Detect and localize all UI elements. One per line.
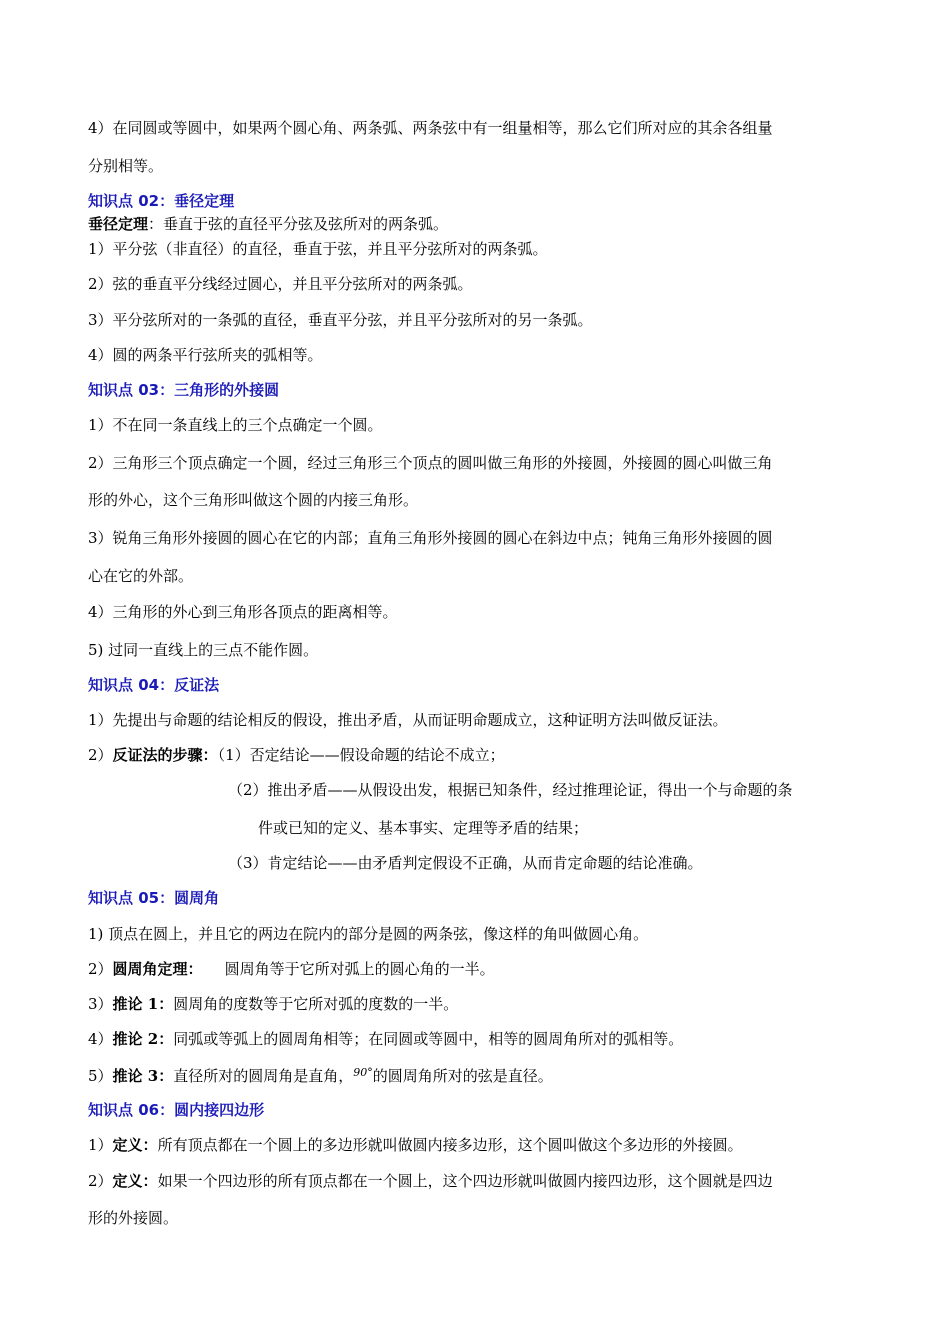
k06-item-2-prefix: 2） bbox=[88, 1172, 113, 1190]
section-heading-06: 知识点 06：圆内接四边形 bbox=[88, 1101, 265, 1119]
k02-item-1: 1）平分弦（非直径）的直径，垂直于弦，并且平分弦所对的两条弧。 bbox=[88, 240, 548, 258]
k02-item-3: 3）平分弦所对的一条弧的直径，垂直平分弦，并且平分弦所对的另一条弧。 bbox=[88, 311, 593, 329]
ninety-degree-math: 90° bbox=[353, 1066, 373, 1079]
k05-item-1: 1) 顶点在圆上，并且它的两边在院内的部分是圆的两条弦，像这样的角叫做圆心角。 bbox=[88, 925, 649, 943]
k04-item-2-prefix: 2） bbox=[88, 746, 113, 764]
section-heading-05: 知识点 05：圆周角 bbox=[88, 889, 220, 907]
k05-item-5 bbox=[88, 1066, 553, 1088]
steps-label: 反证法的步骤： bbox=[112, 746, 218, 764]
corollary-2-label: 推论 2： bbox=[112, 1030, 174, 1048]
intro-line-2: 分别相等。 bbox=[88, 157, 164, 175]
k02-item-4: 4）圆的两条平行弦所夹的弧相等。 bbox=[88, 346, 323, 364]
k05-item-2-prefix: 2） bbox=[88, 960, 113, 978]
k05-item-5-prefix: 5） bbox=[88, 1067, 113, 1085]
k03-item-5: 5) 过同一直线上的三点不能作圆。 bbox=[88, 641, 319, 659]
step-2b: 件或已知的定义、基本事实、定理等矛盾的结果； bbox=[258, 819, 589, 837]
definition-2-text: 如果一个四边形的所有顶点都在一个圆上，这个四边形就叫做圆内接四边形，这个圆就是四边 bbox=[157, 1172, 773, 1190]
k03-item-4: 4）三角形的外心到三角形各顶点的距离相等。 bbox=[88, 603, 398, 621]
corollary-2-text: 同弧或等弧上的圆周角相等；在同圆或等圆中，相等的圆周角所对的弧相等。 bbox=[173, 1030, 684, 1048]
intro-line-1: 4）在同圆或等圆中，如果两个圆心角、两条弧、两条弦中有一组量相等，那么它们所对应的其余各组量 bbox=[88, 119, 773, 137]
k06-item-2b: 形的外接圆。 bbox=[88, 1209, 179, 1227]
corollary-3-tail: 的圆周角所对的弦是直径。 bbox=[372, 1067, 553, 1085]
definition-label: 垂径定理 bbox=[88, 215, 149, 233]
section-heading-02: 知识点 02：垂径定理 bbox=[88, 192, 235, 210]
section-heading-03: 知识点 03：三角形的外接圆 bbox=[88, 381, 280, 399]
k05-item-2 bbox=[88, 959, 495, 979]
corollary-3-label: 推论 3： bbox=[112, 1067, 174, 1085]
step-2a: （2）推出矛盾——从假设出发，根据已知条件，经过推理论证，得出一个与命题的条 bbox=[228, 781, 793, 799]
k03-item-3a: 3）锐角三角形外接圆的圆心在它的内部；直角三角形外接圆的圆心在斜边中点；钝角三角形外接圆的圆 bbox=[88, 529, 773, 547]
k05-item-3 bbox=[88, 994, 458, 1014]
definition-1-text: 所有顶点都在一个圆上的多边形就叫做圆内接多边形，这个圆叫做这个多边形的外接圆。 bbox=[157, 1136, 743, 1154]
theorem-definition bbox=[88, 214, 448, 234]
k06-item-1 bbox=[88, 1135, 743, 1155]
k03-item-3b: 心在它的外部。 bbox=[88, 567, 194, 585]
step-1: （1）否定结论——假设命题的结论不成立； bbox=[217, 746, 505, 764]
k03-item-1: 1）不在同一条直线上的三个点确定一个圆。 bbox=[88, 416, 383, 434]
k03-item-2b: 形的外心，这个三角形叫做这个圆的内接三角形。 bbox=[88, 491, 419, 509]
k03-item-2a: 2）三角形三个顶点确定一个圆，经过三角形三个顶点的圆叫做三角形的外接圆，外接圆的圆心叫做三角 bbox=[88, 454, 773, 472]
definition-1-label: 定义： bbox=[112, 1136, 158, 1154]
corollary-1-text: 圆周角的度数等于它所对弧的度数的一半。 bbox=[173, 995, 459, 1013]
inscribed-angle-theorem-label: 圆周角定理： bbox=[112, 960, 203, 978]
k05-item-4-prefix: 4） bbox=[88, 1030, 113, 1048]
inscribed-angle-theorem-text: 圆周角等于它所对弧上的圆心角的一半。 bbox=[224, 960, 495, 978]
k06-item-1-prefix: 1） bbox=[88, 1136, 113, 1154]
k04-item-2 bbox=[88, 745, 505, 765]
k05-item-3-prefix: 3） bbox=[88, 995, 113, 1013]
step-3: （3）肯定结论——由矛盾判定假设不正确，从而肯定命题的结论准确。 bbox=[228, 854, 703, 872]
k04-item-1: 1）先提出与命题的结论相反的假设，推出矛盾，从而证明命题成立，这种证明方法叫做反证法。 bbox=[88, 711, 728, 729]
k06-item-2a bbox=[88, 1171, 773, 1191]
corollary-1-label: 推论 1： bbox=[112, 995, 174, 1013]
k05-item-4 bbox=[88, 1029, 683, 1049]
k02-item-2: 2）弦的垂直平分线经过圆心，并且平分弦所对的两条弧。 bbox=[88, 275, 473, 293]
section-heading-04: 知识点 04：反证法 bbox=[88, 676, 220, 694]
definition-text: ：垂直于弦的直径平分弦及弦所对的两条弧。 bbox=[148, 215, 449, 233]
corollary-3-text: 直径所对的圆周角是直角， bbox=[173, 1067, 354, 1085]
definition-2-label: 定义： bbox=[112, 1172, 158, 1190]
